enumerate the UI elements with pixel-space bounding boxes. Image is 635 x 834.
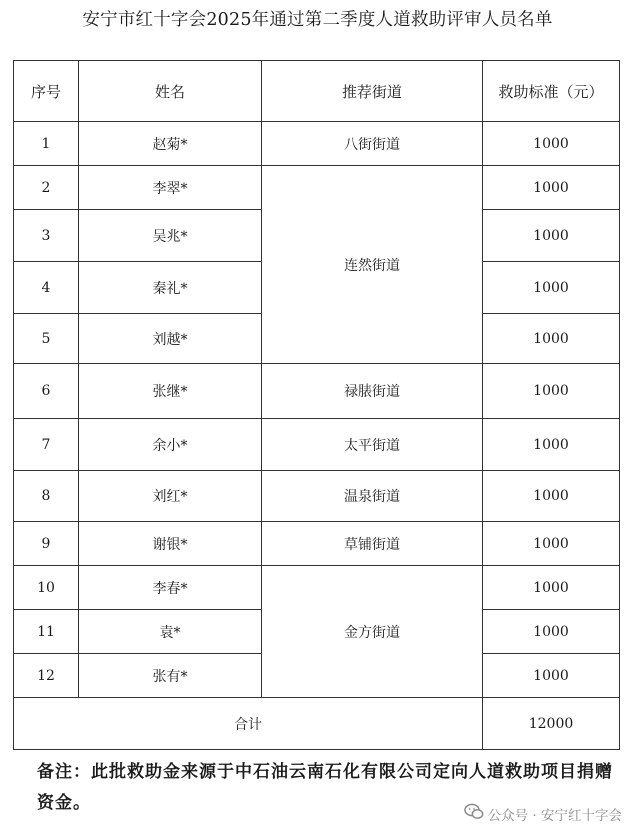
row-name: 谢银* <box>79 522 262 566</box>
row-street: 连然街道 <box>262 166 483 364</box>
row-name: 吴兆* <box>79 210 262 262</box>
footnote: 备注：此批救助金来源于中石油云南石化有限公司定向人道救助项目捐赠资金。 <box>37 762 613 813</box>
watermark-text: 公众号 · 安宁红十字会 <box>487 807 622 824</box>
row-name: 刘红* <box>79 471 262 522</box>
watermark <box>464 803 622 824</box>
row-index: 5 <box>14 314 79 364</box>
table-total-row <box>14 698 620 750</box>
row-index: 6 <box>14 364 79 419</box>
roster-table <box>13 60 620 750</box>
row-street: 温泉街道 <box>262 471 483 522</box>
row-name: 张有* <box>79 654 262 698</box>
table-row <box>14 471 620 522</box>
row-name: 李春* <box>79 566 262 610</box>
row-amount: 1000 <box>483 471 620 522</box>
row-index: 4 <box>14 262 79 314</box>
row-index: 10 <box>14 566 79 610</box>
table-header-row <box>14 61 620 122</box>
row-index: 9 <box>14 522 79 566</box>
row-index: 3 <box>14 210 79 262</box>
table-row <box>14 419 620 471</box>
row-amount: 1000 <box>483 522 620 566</box>
row-name: 赵菊* <box>79 122 262 166</box>
row-street: 太平街道 <box>262 419 483 471</box>
row-name: 袁* <box>79 610 262 654</box>
row-street: 禄脿街道 <box>262 364 483 419</box>
row-amount: 1000 <box>483 566 620 610</box>
header-amount: 救助标准（元） <box>483 61 620 122</box>
row-index: 11 <box>14 610 79 654</box>
row-street: 八街街道 <box>262 122 483 166</box>
row-name: 秦礼* <box>79 262 262 314</box>
header-index: 序号 <box>14 61 79 122</box>
total-label: 合计 <box>14 698 483 750</box>
total-amount: 12000 <box>483 698 620 750</box>
row-amount: 1000 <box>483 166 620 210</box>
table-row <box>14 566 620 610</box>
row-name: 刘越* <box>79 314 262 364</box>
row-amount: 1000 <box>483 610 620 654</box>
header-street: 推荐街道 <box>262 61 483 122</box>
page-title: 安宁市红十字会2025年通过第二季度人道救助评审人员名单 <box>82 10 553 30</box>
row-amount: 1000 <box>483 364 620 419</box>
row-index: 8 <box>14 471 79 522</box>
row-amount: 1000 <box>483 314 620 364</box>
row-name: 张继* <box>79 364 262 419</box>
header-name: 姓名 <box>79 61 262 122</box>
table-row <box>14 364 620 419</box>
row-name: 余小* <box>79 419 262 471</box>
row-street: 草铺街道 <box>262 522 483 566</box>
row-index: 2 <box>14 166 79 210</box>
wechat-icon <box>464 803 484 824</box>
row-name: 李翠* <box>79 166 262 210</box>
row-amount: 1000 <box>483 262 620 314</box>
row-amount: 1000 <box>483 210 620 262</box>
row-amount: 1000 <box>483 419 620 471</box>
row-amount: 1000 <box>483 654 620 698</box>
row-index: 7 <box>14 419 79 471</box>
row-amount: 1000 <box>483 122 620 166</box>
table-row <box>14 522 620 566</box>
table-row <box>14 122 620 166</box>
table-row <box>14 166 620 210</box>
row-index: 1 <box>14 122 79 166</box>
row-street: 金方街道 <box>262 566 483 698</box>
row-index: 12 <box>14 654 79 698</box>
